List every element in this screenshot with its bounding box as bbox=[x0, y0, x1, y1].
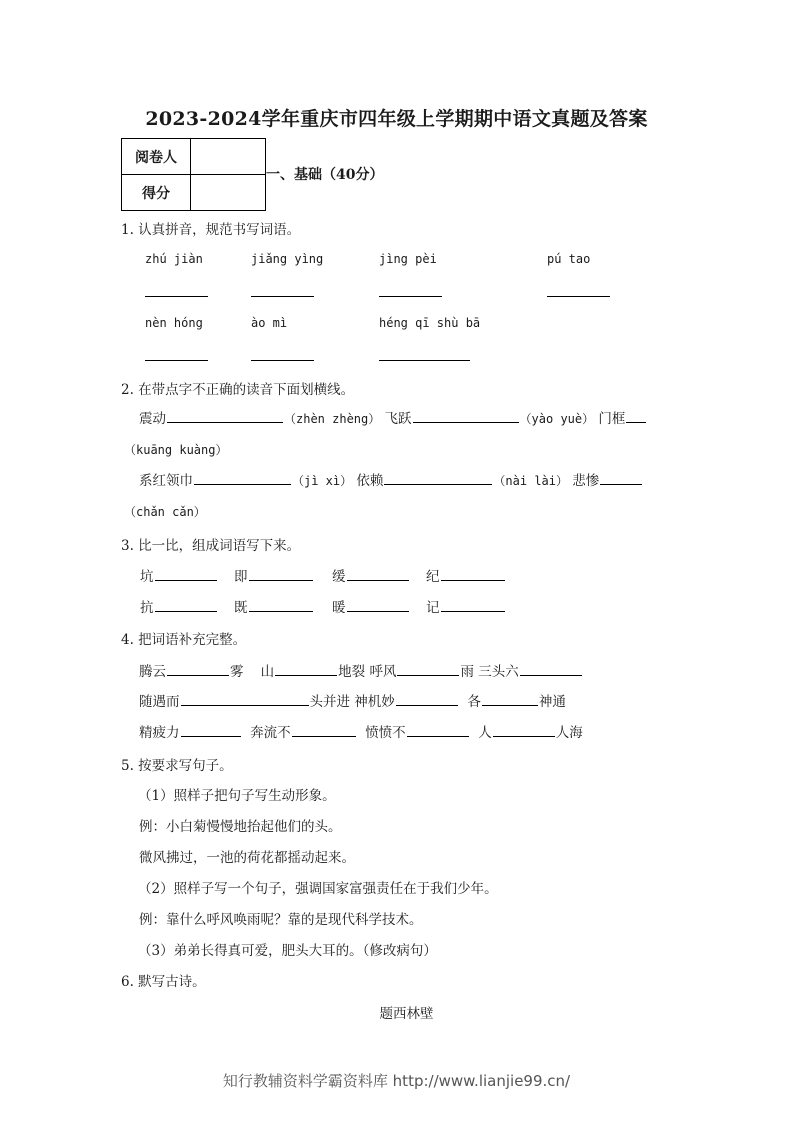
answer-blank[interactable] bbox=[626, 408, 646, 423]
answer-blank[interactable] bbox=[251, 360, 314, 361]
char-pair bbox=[426, 596, 506, 616]
sub-question: （1）照样子把句子写生动形象。 bbox=[138, 788, 336, 804]
char: 抗 bbox=[140, 600, 154, 616]
question-3-prompt: 3. 比一比，组成词语写下来。 bbox=[121, 538, 301, 554]
answer-blank[interactable] bbox=[396, 691, 458, 706]
idiom-part: 雾 bbox=[230, 664, 244, 680]
idiom-part: 神机妙 bbox=[354, 694, 395, 710]
answer-blank[interactable] bbox=[251, 296, 314, 297]
char-pair bbox=[426, 565, 506, 585]
char-pair bbox=[332, 565, 410, 585]
page-title: 2023-2024学年重庆市四年级上学期期中语文真题及答案 bbox=[145, 108, 648, 130]
char: 缓 bbox=[332, 569, 346, 585]
answer-blank[interactable] bbox=[347, 566, 409, 581]
idiom-part: 地裂 bbox=[338, 664, 366, 680]
score-label: 得分 bbox=[122, 175, 191, 211]
char-pair bbox=[234, 596, 314, 616]
sub-question: （3）弟弟长得真可爱，肥头大耳的。（修改病句） bbox=[138, 943, 437, 959]
answer-blank[interactable] bbox=[167, 661, 229, 676]
pinyin-options: （yào yuè） bbox=[519, 412, 595, 426]
answer-blank[interactable] bbox=[347, 597, 409, 612]
char: 坑 bbox=[140, 569, 154, 585]
answer-blank[interactable] bbox=[493, 722, 555, 737]
answer-blank[interactable] bbox=[547, 296, 610, 297]
answer-blank[interactable] bbox=[397, 661, 459, 676]
word-with-dot: 震动 bbox=[139, 411, 166, 427]
answer-blank[interactable] bbox=[482, 691, 538, 706]
word-with-dot: 系红领巾 bbox=[139, 473, 193, 489]
pinyin-options: （nài lài） bbox=[493, 474, 568, 488]
idiom-part: 腾云 bbox=[139, 664, 166, 680]
pinyin-item: jiǎng yìng bbox=[251, 252, 324, 266]
answer-blank[interactable] bbox=[520, 661, 582, 676]
footer-watermark: 知行教辅资料学霸资料库 http://www.lianjie99.cn/ bbox=[222, 1072, 571, 1090]
question-6-prompt: 6. 默写古诗。 bbox=[121, 974, 206, 990]
poem-title: 题西林壁 bbox=[379, 1006, 434, 1022]
idiom-part: 呼风 bbox=[369, 664, 397, 680]
char: 记 bbox=[426, 600, 440, 616]
char: 即 bbox=[234, 569, 248, 585]
pinyin-item: nèn hóng bbox=[145, 316, 203, 330]
answer-blank[interactable] bbox=[379, 360, 470, 361]
idiom-part: 各 bbox=[467, 694, 481, 710]
answer-blank[interactable] bbox=[384, 470, 492, 485]
score-field[interactable] bbox=[191, 175, 266, 211]
idiom-line bbox=[139, 690, 566, 710]
answer-blank[interactable] bbox=[292, 722, 356, 737]
word-with-dot: 依赖 bbox=[356, 473, 384, 489]
answer-blank[interactable] bbox=[145, 360, 208, 361]
idiom-part: 精疲力 bbox=[139, 725, 180, 741]
pinyin-options: （jì xì） bbox=[292, 474, 353, 488]
idiom-part: 随遇而 bbox=[139, 694, 180, 710]
pinyin-item: zhú jiàn bbox=[145, 252, 203, 266]
idiom-part: 神通 bbox=[538, 694, 566, 710]
answer-blank[interactable] bbox=[441, 597, 505, 612]
pinyin-item: héng qī shù bā bbox=[379, 316, 481, 330]
idiom-part: 山 bbox=[260, 664, 275, 680]
pinyin-options: （zhèn zhèng） bbox=[284, 412, 381, 426]
question-1-prompt: 1. 认真拼音，规范书写词语。 bbox=[121, 222, 301, 238]
char: 纪 bbox=[426, 569, 440, 585]
idiom-part: 人海 bbox=[555, 725, 583, 741]
idiom-part: 雨 bbox=[460, 664, 474, 680]
pronunciation-line bbox=[139, 469, 643, 489]
pinyin-item: pú tao bbox=[547, 252, 591, 266]
word-with-dot: 飞跃 bbox=[384, 411, 412, 427]
answer-blank[interactable] bbox=[600, 470, 642, 485]
answer-blank[interactable] bbox=[181, 691, 309, 706]
answer-blank[interactable] bbox=[413, 408, 519, 423]
char-pair bbox=[234, 565, 314, 585]
answer-blank[interactable] bbox=[181, 722, 241, 737]
pinyin-item: jìng pèi bbox=[379, 252, 437, 266]
answer-blank[interactable] bbox=[275, 661, 337, 676]
reviewer-label: 阅卷人 bbox=[122, 139, 191, 175]
score-table bbox=[121, 138, 266, 211]
char-pair bbox=[332, 596, 410, 616]
idiom-part: 人 bbox=[478, 725, 492, 741]
answer-blank[interactable] bbox=[249, 597, 313, 612]
idiom-part: 三头六 bbox=[478, 664, 519, 680]
idiom-part: 奔流不 bbox=[250, 725, 291, 741]
answer-blank[interactable] bbox=[379, 296, 442, 297]
reviewer-field[interactable] bbox=[191, 139, 266, 175]
word-with-dot: 门框 bbox=[598, 411, 626, 427]
pinyin-options: （kuāng kuàng） bbox=[124, 443, 228, 457]
idiom-part: 头并进 bbox=[309, 694, 350, 710]
char-pair bbox=[140, 596, 218, 616]
answer-blank[interactable] bbox=[249, 566, 313, 581]
sub-question: （2）照样子写一个句子，强调国家富强责任在于我们少年。 bbox=[138, 881, 498, 897]
question-4-prompt: 4. 把词语补充完整。 bbox=[121, 632, 247, 648]
answer-blank[interactable] bbox=[145, 296, 208, 297]
answer-blank[interactable] bbox=[167, 408, 283, 423]
pronunciation-line bbox=[139, 407, 647, 427]
pinyin-options: （chǎn cǎn） bbox=[124, 505, 206, 519]
char: 既 bbox=[234, 600, 248, 616]
example-sentence: 例：小白菊慢慢地抬起他们的头。 bbox=[139, 819, 342, 835]
section-heading: 一、基础（40分） bbox=[266, 167, 384, 183]
answer-blank[interactable] bbox=[441, 566, 505, 581]
char: 暖 bbox=[332, 600, 346, 616]
idiom-part: 愤愤不 bbox=[365, 725, 406, 741]
target-sentence: 微风拂过，一池的荷花都摇动起来。 bbox=[139, 850, 355, 866]
word-with-dot: 悲惨 bbox=[572, 473, 600, 489]
idiom-line bbox=[139, 660, 583, 680]
answer-blank[interactable] bbox=[155, 597, 217, 612]
pinyin-item: ào mì bbox=[251, 316, 288, 330]
question-5-prompt: 5. 按要求写句子。 bbox=[121, 758, 233, 774]
idiom-line bbox=[139, 721, 583, 741]
answer-blank[interactable] bbox=[407, 722, 469, 737]
question-2-prompt: 2. 在带点字不正确的读音下面划横线。 bbox=[121, 382, 355, 398]
answer-blank[interactable] bbox=[194, 470, 291, 485]
answer-blank[interactable] bbox=[155, 566, 217, 581]
example-sentence: 例：靠什么呼风唤雨呢？靠的是现代科学技术。 bbox=[139, 912, 423, 928]
char-pair bbox=[140, 565, 218, 585]
